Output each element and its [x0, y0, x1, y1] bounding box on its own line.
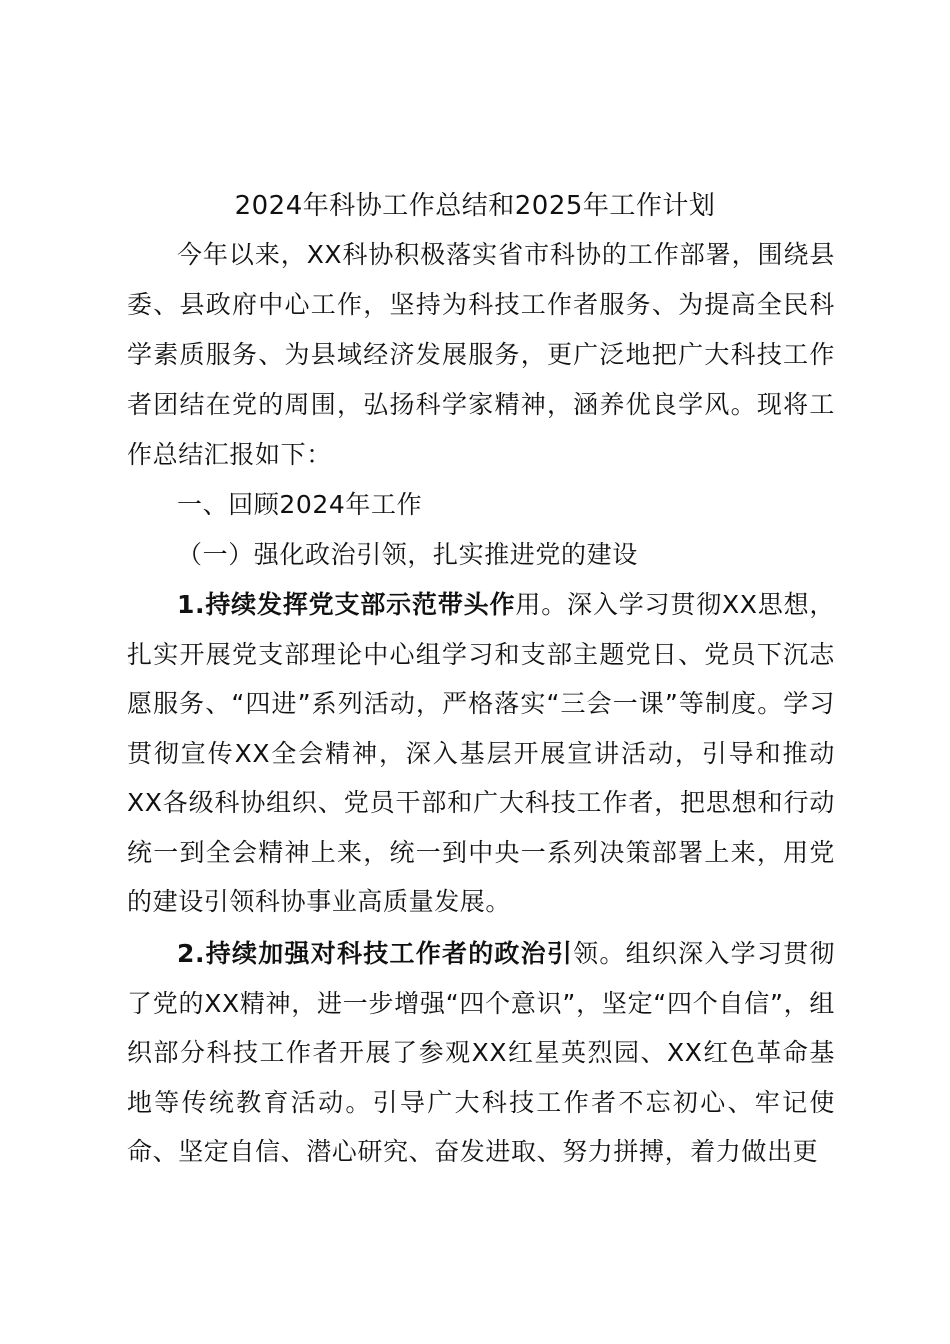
item-1-paragraph	[127, 580, 835, 927]
item-1-block	[127, 580, 835, 927]
section-heading: 一、回顾2024年工作	[177, 490, 423, 519]
item-2-text: 领。组织深入学习贯彻了党的XX精神，进一步增强“四个意识”，坚定“四个自信”，组织部分科技工作者开展了参观XX红星英烈园、XX红色革命基地等传统教育活动。引导广大科技工作者不忘初心、牢记使命、坚定自信、潜心研究、奋发进取、努力拼搏，着力做出更	[127, 939, 835, 1166]
subsection-heading: （一）强化政治引领，扎实推进党的建设	[177, 540, 638, 569]
item-1-lead: 1.持续发挥党支部示范带头作	[177, 590, 516, 619]
document-title: 2024年科协工作总结和2025年工作计划	[234, 191, 716, 221]
intro-paragraph: 今年以来，XX科协积极落实省市科协的工作部署，围绕县委、县政府中心工作，坚持为科技工作者服务、为提高全民科学素质服务、为县域经济发展服务，更广泛地把广大科技工作者团结在党的周围，弘扬科学家精神，涵养优良学风。现将工作总结汇报如下：	[127, 240, 835, 469]
document-body	[127, 230, 835, 580]
item-2-block	[127, 929, 835, 1177]
item-2-lead: 2.持续加强对科技工作者的政治引	[177, 939, 574, 968]
item-1-text: 用。深入学习贯彻XX思想，扎实开展党支部理论中心组学习和支部主题党日、党员下沉志愿服务、“四进”系列活动，严格落实“三会一课”等制度。学习贯彻宣传XX全会精神，深入基层开展宣讲活动，引导和推动XX各级科协组织、党员干部和广大科技工作者，把思想和行动统一到全会精神上来，统一到中央一系列决策部署上来，用党的建设引领科协事业高质量发展。	[127, 590, 835, 916]
item-2-paragraph	[127, 929, 835, 1177]
